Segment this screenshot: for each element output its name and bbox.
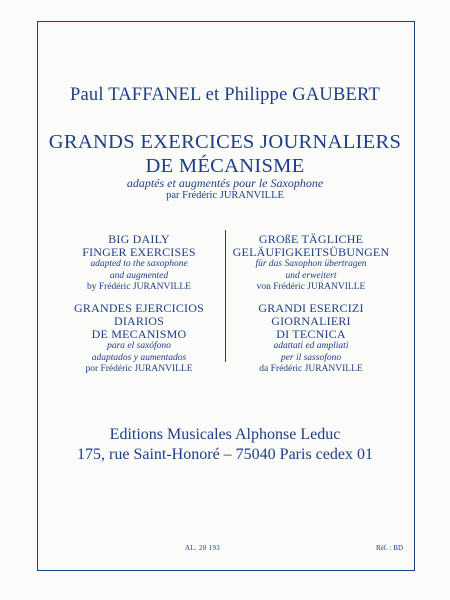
translation-spanish	[54, 302, 224, 376]
translation-english	[54, 233, 224, 294]
english-subtitle-line2: and augmented	[109, 270, 169, 281]
english-subtitle-line1: adapted to the saxophone	[90, 259, 188, 269]
spanish-subtitle-line2: adaptados y aumentados	[91, 352, 187, 363]
english-byline: by Frédéric JURANVILLE	[87, 282, 191, 292]
spanish-byline: por Frédéric JURANVILLE	[85, 364, 193, 374]
english-title-line1: BIG DAILY	[108, 232, 170, 246]
translation-german	[226, 233, 396, 294]
german-title-line2: GELÄUFIGKEITSÜBUNGEN	[232, 245, 390, 259]
main-byline: par Frédéric JURANVILLE	[166, 190, 284, 201]
main-subtitle: adaptés et augmentés pour le Saxophone	[126, 176, 324, 190]
italian-title-line2: DI TECNICA	[276, 327, 346, 341]
catalog-number: AL. 28 193	[185, 544, 221, 552]
italian-byline: da Frédéric JURANVILLE	[259, 364, 363, 374]
spanish-subtitle-line1: para el saxófono	[107, 341, 171, 351]
italian-subtitle-line1: adattati ed ampliati	[273, 341, 349, 351]
german-subtitle-line1: für das Saxophon übertragen	[255, 259, 367, 269]
publisher-name: Editions Musicales Alphonse Leduc	[109, 426, 341, 443]
german-subtitle-line2: und erweitert	[285, 270, 337, 281]
spanish-title-line1: GRANDES EJERCICIOS DIARIOS	[74, 301, 204, 328]
german-byline: von Frédéric JURANVILLE	[256, 282, 366, 292]
publisher-address: 175, rue Saint-Honoré – 75040 Paris cedex 01	[77, 446, 373, 463]
reference-code: Réf. : BD	[376, 544, 404, 552]
spanish-title-line2: DE MECANISMO	[91, 327, 187, 341]
main-title-line2: DE MÉCANISME	[145, 155, 305, 177]
composers: Paul TAFFANEL et Philippe GAUBERT	[70, 85, 380, 105]
main-title-line1: GRANDS EXERCICES JOURNALIERS	[48, 131, 402, 153]
german-title-line1: GROßE TÄGLICHE	[258, 232, 364, 246]
english-title-line2: FINGER EXERCISES	[82, 245, 196, 259]
italian-title-line1: GRANDI ESERCIZI GIORNALIERI	[258, 301, 364, 328]
italian-subtitle-line2: per il sassofono	[280, 352, 342, 363]
translation-italian	[226, 302, 396, 376]
